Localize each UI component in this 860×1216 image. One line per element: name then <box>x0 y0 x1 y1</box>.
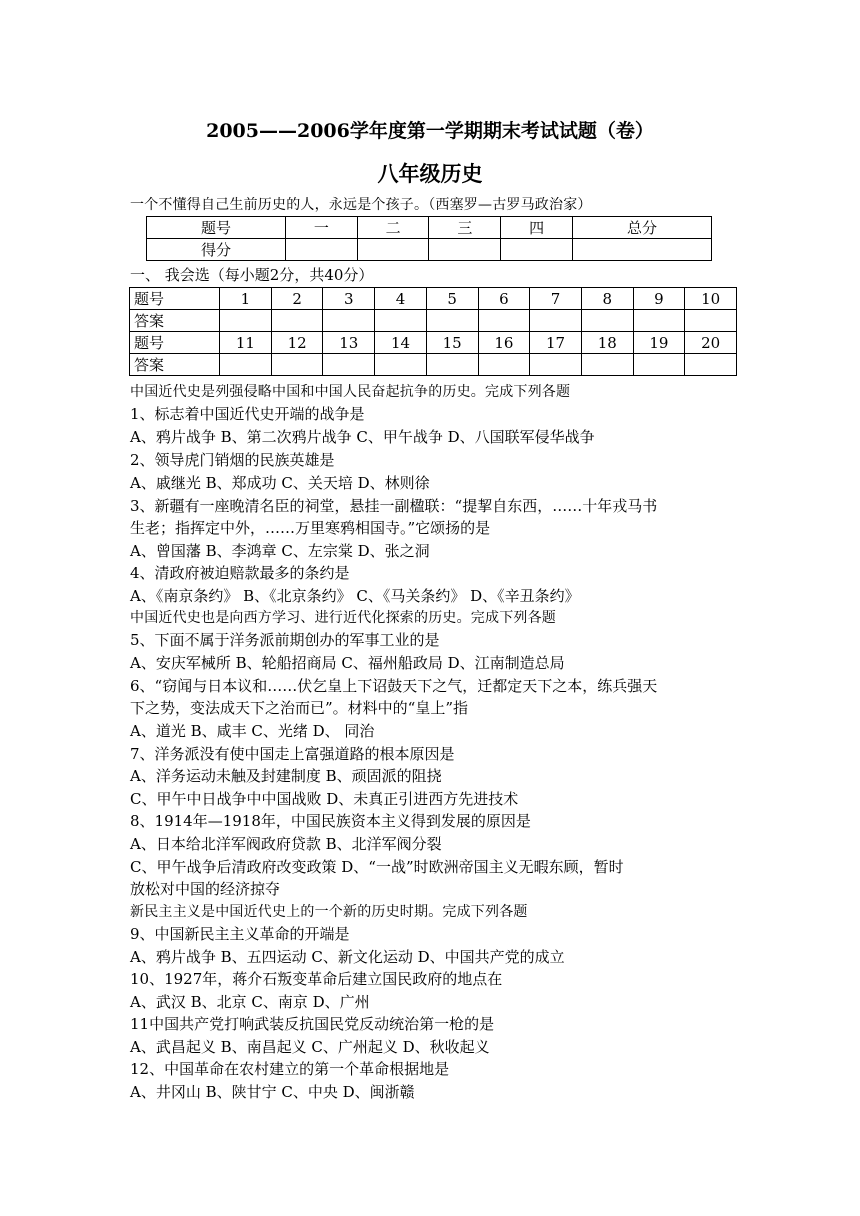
score-header-cell: 题号 <box>147 217 286 239</box>
question-number: 18 <box>581 332 633 354</box>
score-table <box>146 216 712 261</box>
section-intro: 中国近代史是列强侵略中国和中国人民奋起抗争的历史。完成下列各题 <box>130 384 571 400</box>
question-text: 2、领导虎门销烟的民族英雄是 <box>130 451 335 469</box>
question-number: 15 <box>426 332 478 354</box>
option-line: A、曾国藩 B、李鸿章 C、左宗棠 D、张之洞 <box>130 542 430 560</box>
question-number: 6 <box>478 288 530 310</box>
answer-cell[interactable] <box>685 354 737 376</box>
answer-label: 答案 <box>130 354 220 376</box>
option-line: A、井冈山 B、陕甘宁 C、中央 D、闽浙赣 <box>130 1083 415 1101</box>
answer-cell[interactable] <box>375 354 427 376</box>
score-header-cell: 一 <box>285 217 357 239</box>
question-number: 14 <box>375 332 427 354</box>
question-text: 11中国共产党打响武装反抗国民党反动统治第一枪的是 <box>130 1015 495 1033</box>
score-cell[interactable] <box>357 239 429 261</box>
score-header-cell: 二 <box>357 217 429 239</box>
score-cell[interactable] <box>572 239 711 261</box>
question-number: 17 <box>530 332 582 354</box>
question-text: 下之势，变法成天下之治而已”。材料中的“皇上”指 <box>130 699 469 717</box>
score-cell[interactable] <box>285 239 357 261</box>
option-line: A、道光 B、咸丰 C、光绪 D、 同治 <box>130 722 375 740</box>
score-cell[interactable] <box>501 239 573 261</box>
answer-table <box>129 287 737 376</box>
score-table-value-row <box>147 239 712 261</box>
exam-title: 2005——2006学年度第一学期期末考试试题（卷） <box>206 120 654 142</box>
question-text: 8、1914年—1918年，中国民族资本主义得到发展的原因是 <box>130 812 531 830</box>
question-number: 11 <box>220 332 272 354</box>
answer-cell[interactable] <box>220 310 272 332</box>
question-text: 9、中国新民主主义革命的开端是 <box>130 925 350 943</box>
option-line: C、甲午中日战争中中国战败 D、未真正引进西方先进技术 <box>130 790 519 808</box>
score-header-cell: 总分 <box>572 217 711 239</box>
answer-number-label: 题号 <box>130 332 220 354</box>
question-text: 10、1927年，蒋介石叛变革命后建立国民政府的地点在 <box>130 970 503 988</box>
question-number: 7 <box>530 288 582 310</box>
answer-number-row <box>130 288 737 310</box>
answer-cell[interactable] <box>633 310 685 332</box>
question-number: 16 <box>478 332 530 354</box>
option-line: 放松对中国的经济掠夺 <box>130 880 281 898</box>
option-line: A、日本给北洋军阀政府贷款 B、北洋军阀分裂 <box>130 835 442 853</box>
option-line: A、武昌起义 B、南昌起义 C、广州起义 D、秋收起义 <box>130 1038 490 1056</box>
answer-row <box>130 310 737 332</box>
score-table-header-row <box>147 217 712 239</box>
question-number: 20 <box>685 332 737 354</box>
answer-cell[interactable] <box>581 354 633 376</box>
section-intro: 新民主主义是中国近代史上的一个新的历史时期。完成下列各题 <box>130 904 528 920</box>
question-text: 生老；指挥定中外，……万里寒鸦相国寺。”它颂扬的是 <box>130 519 491 537</box>
answer-cell[interactable] <box>685 310 737 332</box>
question-number: 4 <box>375 288 427 310</box>
option-line: A、《南京条约》 B、《北京条约》 C、《马关条约》 D、《辛丑条约》 <box>130 587 580 605</box>
answer-cell[interactable] <box>375 310 427 332</box>
option-line: A、鸦片战争 B、第二次鸦片战争 C、甲午战争 D、八国联军侵华战争 <box>130 428 595 446</box>
score-row-label: 得分 <box>147 239 286 261</box>
option-line: A、洋务运动未触及封建制度 B、顽固派的阻挠 <box>130 767 442 785</box>
question-number: 2 <box>271 288 323 310</box>
exam-subtitle: 八年级历史 <box>377 161 483 186</box>
score-cell[interactable] <box>429 239 501 261</box>
section-intro: 中国近代史也是向西方学习、进行近代化探索的历史。完成下列各题 <box>130 610 556 626</box>
answer-cell[interactable] <box>581 310 633 332</box>
score-header-cell: 三 <box>429 217 501 239</box>
section-heading: 一、 我会选（每小题2分，共40分） <box>130 266 374 284</box>
answer-number-label: 题号 <box>130 288 220 310</box>
answer-cell[interactable] <box>323 354 375 376</box>
question-number: 3 <box>323 288 375 310</box>
answer-cell[interactable] <box>271 354 323 376</box>
question-number: 12 <box>271 332 323 354</box>
answer-label: 答案 <box>130 310 220 332</box>
answer-cell[interactable] <box>478 310 530 332</box>
answer-cell[interactable] <box>271 310 323 332</box>
option-line: A、戚继光 B、郑成功 C、关天培 D、林则徐 <box>130 474 430 492</box>
question-number: 5 <box>426 288 478 310</box>
option-line: A、武汉 B、北京 C、南京 D、广州 <box>130 993 370 1011</box>
answer-number-row <box>130 332 737 354</box>
quote-line: 一个不懂得自己生前历史的人，永远是个孩子。（西塞罗—古罗马政治家） <box>130 197 592 213</box>
answer-row <box>130 354 737 376</box>
question-number: 9 <box>633 288 685 310</box>
question-text: 1、标志着中国近代史开端的战争是 <box>130 405 365 423</box>
question-number: 13 <box>323 332 375 354</box>
option-line: A、鸦片战争 B、五四运动 C、新文化运动 D、中国共产党的成立 <box>130 948 565 966</box>
option-line: C、甲午战争后清政府改变政策 D、“一战”时欧洲帝国主义无暇东顾，暂时 <box>130 858 624 876</box>
question-number: 8 <box>581 288 633 310</box>
question-number: 19 <box>633 332 685 354</box>
answer-cell[interactable] <box>633 354 685 376</box>
question-text: 12、中国革命在农村建立的第一个革命根据地是 <box>130 1060 450 1078</box>
question-number: 10 <box>685 288 737 310</box>
option-line: A、安庆军械所 B、轮船招商局 C、福州船政局 D、江南制造总局 <box>130 654 565 672</box>
answer-cell[interactable] <box>530 354 582 376</box>
question-text: 7、洋务派没有使中国走上富强道路的根本原因是 <box>130 745 455 763</box>
question-text: 6、“窃闻与日本议和……伏乞皇上下诏鼓天下之气，迁都定天下之本，练兵强天 <box>130 677 658 695</box>
answer-cell[interactable] <box>426 310 478 332</box>
answer-cell[interactable] <box>478 354 530 376</box>
question-number: 1 <box>220 288 272 310</box>
question-text: 5、下面不属于洋务派前期创办的军事工业的是 <box>130 631 440 649</box>
question-text: 3、新疆有一座晚清名臣的祠堂，悬挂一副楹联：“提挈自东西，……十年戎马书 <box>130 497 658 515</box>
answer-cell[interactable] <box>426 354 478 376</box>
question-text: 4、清政府被迫赔款最多的条约是 <box>130 564 350 582</box>
answer-cell[interactable] <box>530 310 582 332</box>
answer-cell[interactable] <box>323 310 375 332</box>
score-header-cell: 四 <box>501 217 573 239</box>
answer-cell[interactable] <box>220 354 272 376</box>
